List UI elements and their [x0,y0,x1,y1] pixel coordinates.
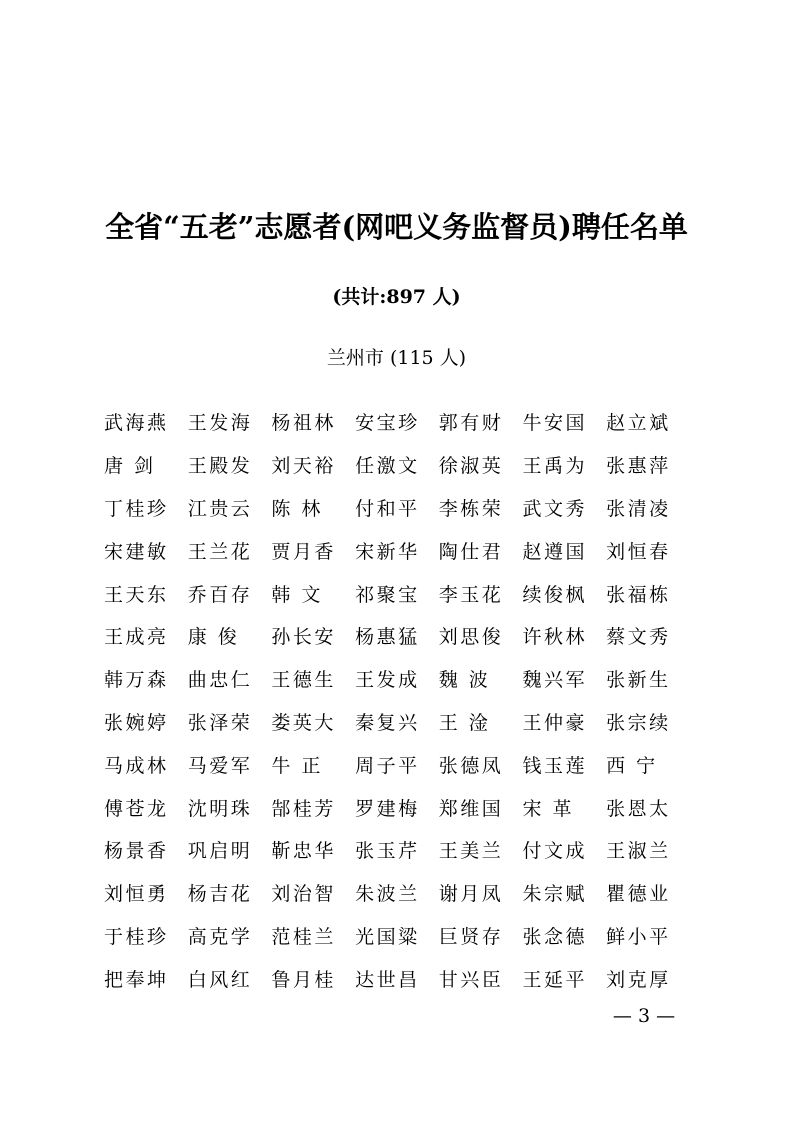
person-name: 杨吉花 [187,883,253,906]
person-name: 李玉花 [438,583,504,606]
person-name: 郭有财 [438,412,504,435]
name-row [104,445,694,488]
person-name: 甘兴臣 [438,968,504,991]
person-name: 赵遵国 [522,540,587,563]
person-name: 巨贤存 [438,925,504,948]
name-row [104,616,694,659]
total-count: (共计:897 人) [332,286,461,308]
person-name: 宋新华 [355,540,420,563]
person-name: 康 俊 [187,626,240,649]
person-name: 宋 革 [522,797,574,820]
name-row [104,873,694,916]
person-name: 王淑兰 [606,840,671,863]
person-name: 徐淑英 [438,455,504,478]
person-name: 付文成 [522,840,587,863]
person-name: 王殿发 [187,455,253,478]
person-name: 光国粱 [355,925,420,948]
person-name: 张玉芹 [355,840,420,863]
person-name: 王美兰 [438,840,504,863]
person-name: 张新生 [606,669,671,692]
name-list [104,402,694,1001]
person-name: 刘思俊 [438,626,504,649]
person-name: 蔡文秀 [606,626,671,649]
person-name: 瞿德业 [606,883,671,906]
person-name: 王发成 [355,669,420,692]
person-name: 郑维国 [438,797,504,820]
person-name: 朱波兰 [355,883,420,906]
person-name: 武文秀 [522,497,587,520]
person-name: 鲜小平 [606,925,671,948]
person-name: 沈明珠 [187,797,253,820]
person-name: 牛 正 [271,754,323,777]
person-name: 王延平 [522,968,587,991]
person-name: 王兰花 [187,540,253,563]
person-name: 王天东 [104,583,169,606]
person-name: 马爱军 [187,754,253,777]
person-name: 秦复兴 [355,711,420,734]
person-name: 魏 波 [438,669,491,692]
person-name: 靳忠华 [271,840,336,863]
document-title: 全省“五老”志愿者(网吧义务监督员)聘任名单 [105,210,688,244]
person-name: 王禹为 [522,455,587,478]
name-row [104,702,694,745]
person-name: 刘天裕 [271,455,336,478]
person-name: 张恩太 [606,797,671,820]
person-name: 刘克厚 [606,968,671,991]
person-name: 王成亮 [104,626,169,649]
name-row [104,958,694,1001]
person-name: 贾月香 [271,540,336,563]
person-name: 张婉婷 [104,711,169,734]
person-name: 张德凤 [438,754,504,777]
person-name: 武海燕 [104,412,169,435]
person-name: 张福栋 [606,583,671,606]
person-name: 张惠萍 [606,455,671,478]
person-name: 江贵云 [187,497,253,520]
person-name: 周子平 [355,754,420,777]
person-name: 傅苍龙 [104,797,169,820]
person-name: 张泽荣 [187,711,253,734]
person-name: 杨祖林 [271,412,336,435]
person-name: 孙长安 [271,626,336,649]
person-name: 王 淦 [438,711,491,734]
name-row [104,573,694,616]
name-row [104,488,694,531]
person-name: 韩万森 [104,669,169,692]
name-row [104,402,694,445]
person-name: 朱宗赋 [522,883,587,906]
person-name: 牛安国 [522,412,587,435]
person-name: 赵立斌 [606,412,671,435]
person-name: 刘治智 [271,883,336,906]
section-heading: 兰州市 (115 人) [326,347,467,369]
person-name: 丁桂珍 [104,497,169,520]
name-row [104,916,694,959]
person-name: 高克学 [187,925,253,948]
person-name: 把奉坤 [104,968,169,991]
person-name: 曲忠仁 [187,669,253,692]
person-name: 续俊枫 [522,583,587,606]
person-name: 陈 林 [271,497,323,520]
person-name: 钱玉莲 [522,754,587,777]
person-name: 唐 剑 [104,455,156,478]
person-name: 王发海 [187,412,253,435]
person-name: 张宗续 [606,711,671,734]
person-name: 谢月凤 [438,883,504,906]
person-name: 宋建敏 [104,540,169,563]
person-name: 任激文 [355,455,420,478]
person-name: 白风红 [187,968,253,991]
person-name: 王德生 [271,669,336,692]
person-name: 许秋林 [522,626,587,649]
person-name: 杨景香 [104,840,169,863]
person-name: 乔百存 [187,583,253,606]
person-name: 张清凌 [606,497,671,520]
person-name: 陶仕君 [438,540,504,563]
person-name: 杨惠猛 [355,626,420,649]
person-name: 鲁月桂 [271,968,336,991]
person-name: 刘恒勇 [104,883,169,906]
person-name: 刘恒春 [606,540,671,563]
person-name: 西 宁 [606,754,658,777]
page-number: — 3 — [612,1005,676,1027]
person-name: 罗建梅 [355,797,420,820]
person-name: 巩启明 [187,840,253,863]
name-row [104,530,694,573]
person-name: 李栋荣 [438,497,504,520]
person-name: 马成林 [104,754,169,777]
name-row [104,787,694,830]
person-name: 韩 文 [271,583,323,606]
name-row [104,830,694,873]
person-name: 郜桂芳 [271,797,336,820]
person-name: 达世昌 [355,968,420,991]
person-name: 张念德 [522,925,587,948]
person-name: 娄英大 [271,711,336,734]
person-name: 于桂珍 [104,925,169,948]
person-name: 祁聚宝 [355,583,420,606]
person-name: 付和平 [355,497,420,520]
person-name: 王仲豪 [522,711,587,734]
person-name: 安宝珍 [355,412,420,435]
name-row [104,744,694,787]
person-name: 范桂兰 [271,925,336,948]
name-row [104,659,694,702]
person-name: 魏兴军 [522,669,587,692]
